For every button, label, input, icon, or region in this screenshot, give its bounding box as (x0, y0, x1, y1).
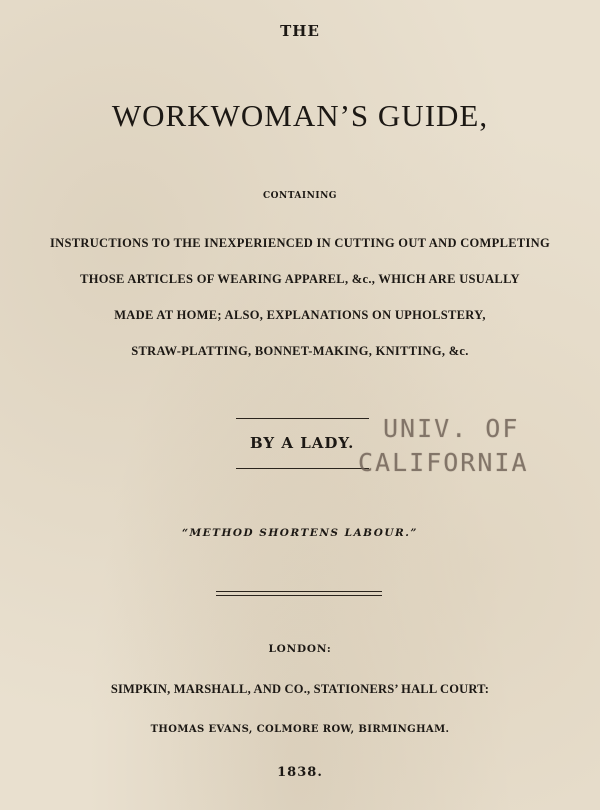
description-line-4: STRAW-PLATTING, BONNET-MAKING, KNITTING, &c. (131, 344, 469, 358)
double-rule-divider (216, 591, 382, 596)
library-stamp-line-2: CALIFORNIA (358, 448, 529, 477)
book-title: WORKWOMAN’S GUIDE, (111, 98, 489, 133)
imprint-printer: THOMAS EVANS, COLMORE ROW, BIRMINGHAM. (150, 724, 450, 735)
author-rule-top (236, 418, 369, 419)
description-line-3: MADE AT HOME; ALSO, EXPLANATIONS ON UPHOLSTERY, (114, 308, 486, 322)
library-stamp-line-1: UNIV. OF (383, 414, 520, 443)
author-line: BY A LADY. (250, 434, 355, 452)
containing-label: CONTAINING (263, 191, 337, 201)
author-rule-bottom (236, 468, 369, 469)
motto: “METHOD SHORTENS LABOUR.” (182, 527, 418, 539)
description-line-2: THOSE ARTICLES OF WEARING APPAREL, &c., WHICH ARE USUALLY (80, 272, 520, 286)
imprint-year: 1838. (277, 765, 323, 780)
imprint-city: LONDON: (268, 643, 332, 655)
imprint-publisher: SIMPKIN, MARSHALL, AND CO., STATIONERS’ HALL COURT: (110, 682, 490, 696)
title-article: THE (280, 22, 320, 40)
description-line-1: INSTRUCTIONS TO THE INEXPERIENCED IN CUTTING OUT AND COMPLETING (49, 236, 551, 250)
